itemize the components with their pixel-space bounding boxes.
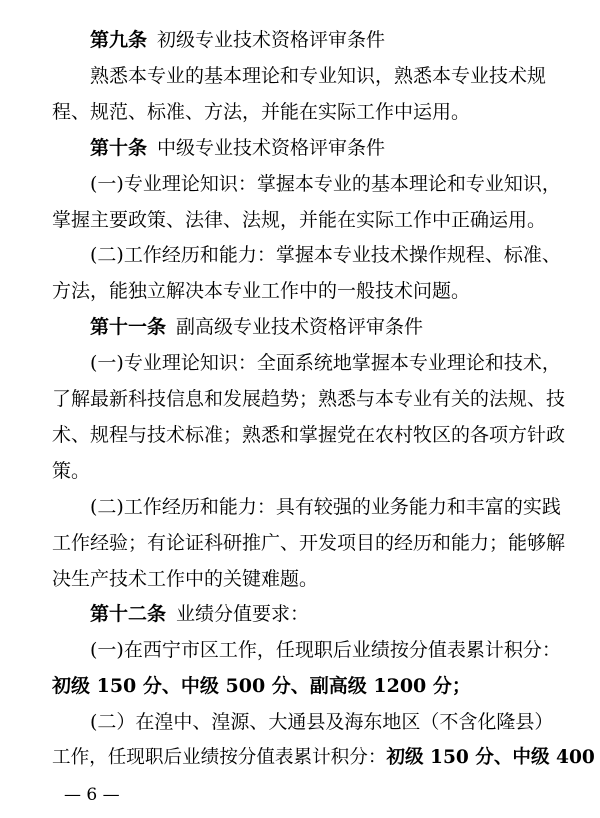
article-12-heading-line	[0, 596, 600, 632]
article-12-para-1-line-2	[0, 668, 600, 704]
article-10-para-1-line-2: 掌握主要政策、法律、法规，并能在实际工作中正确运用。	[52, 209, 547, 231]
article-10-heading-line	[0, 130, 600, 166]
article-9-heading-line	[0, 22, 600, 58]
article-9-para-1-line-2: 程、规范、标准、方法，并能在实际工作中运用。	[52, 101, 471, 123]
article-10-number: 第十条	[90, 137, 148, 159]
article-12-para-2-line-1: (二）在湟中、湟源、大通县及海东地区（不含化隆县）	[90, 711, 554, 733]
article-11-para-2-line-1: (二)工作经历和能力：具有较强的业务能力和丰富的实践	[90, 496, 561, 518]
article-9-para-1-line-1: 熟悉本专业的基本理论和专业知识，熟悉本专业技术规	[90, 65, 547, 87]
article-10-para-2-line-2: 方法，能独立解决本专业工作中的一般技术问题。	[52, 280, 471, 302]
article-11-number: 第十一条	[90, 316, 167, 338]
article-11-para-1-line-2: 了解最新科技信息和发展趋势；熟悉与本专业有关的法规、技	[52, 388, 566, 410]
article-12-para-2-line-2: 工作，任现职后业绩按分值表累计积分：初级 150 分、中级 400	[52, 747, 595, 768]
article-9-title: 初级专业技术资格评审条件	[157, 29, 386, 51]
article-11-heading-line	[0, 309, 600, 345]
article-11-para-1-line-1: (一)专业理论知识：全面系统地掌握本专业理论和技术，	[90, 352, 561, 374]
article-12-para-1-line-1: (一)在西宁市区工作，任现职后业绩按分值表累计积分：	[90, 639, 561, 661]
article-11-para-1-line-3: 术、规程与技术标准；熟悉和掌握党在农村牧区的各项方针政	[52, 424, 566, 446]
article-11-para-1-line-4: 策。	[52, 460, 91, 482]
article-9-number: 第九条	[90, 29, 148, 51]
article-12-number: 第十二条	[90, 603, 167, 625]
article-11-para-2-line-2: 工作经验；有论证科研推广、开发项目的经历和能力；能够解	[52, 532, 566, 554]
article-10-para-1-line-1: (一)专业理论知识：掌握本专业的基本理论和专业知识，	[90, 173, 561, 195]
article-12-scores-1: 初级 150 分、中级 500 分、副高级 1200 分；	[52, 675, 471, 697]
article-11-para-2-line-3: 决生产技术工作中的关键难题。	[52, 568, 319, 590]
article-10-title: 中级专业技术资格评审条件	[157, 137, 386, 159]
article-10-para-2-line-1: (二)工作经历和能力：掌握本专业技术操作规程、标准、	[90, 244, 561, 266]
article-11-title: 副高级专业技术资格评审条件	[176, 316, 424, 338]
article-12-scores-2: 初级 150 分、中级 400	[386, 747, 595, 768]
page-number: — 6 —	[64, 785, 120, 805]
article-12-title: 业绩分值要求：	[176, 603, 310, 625]
